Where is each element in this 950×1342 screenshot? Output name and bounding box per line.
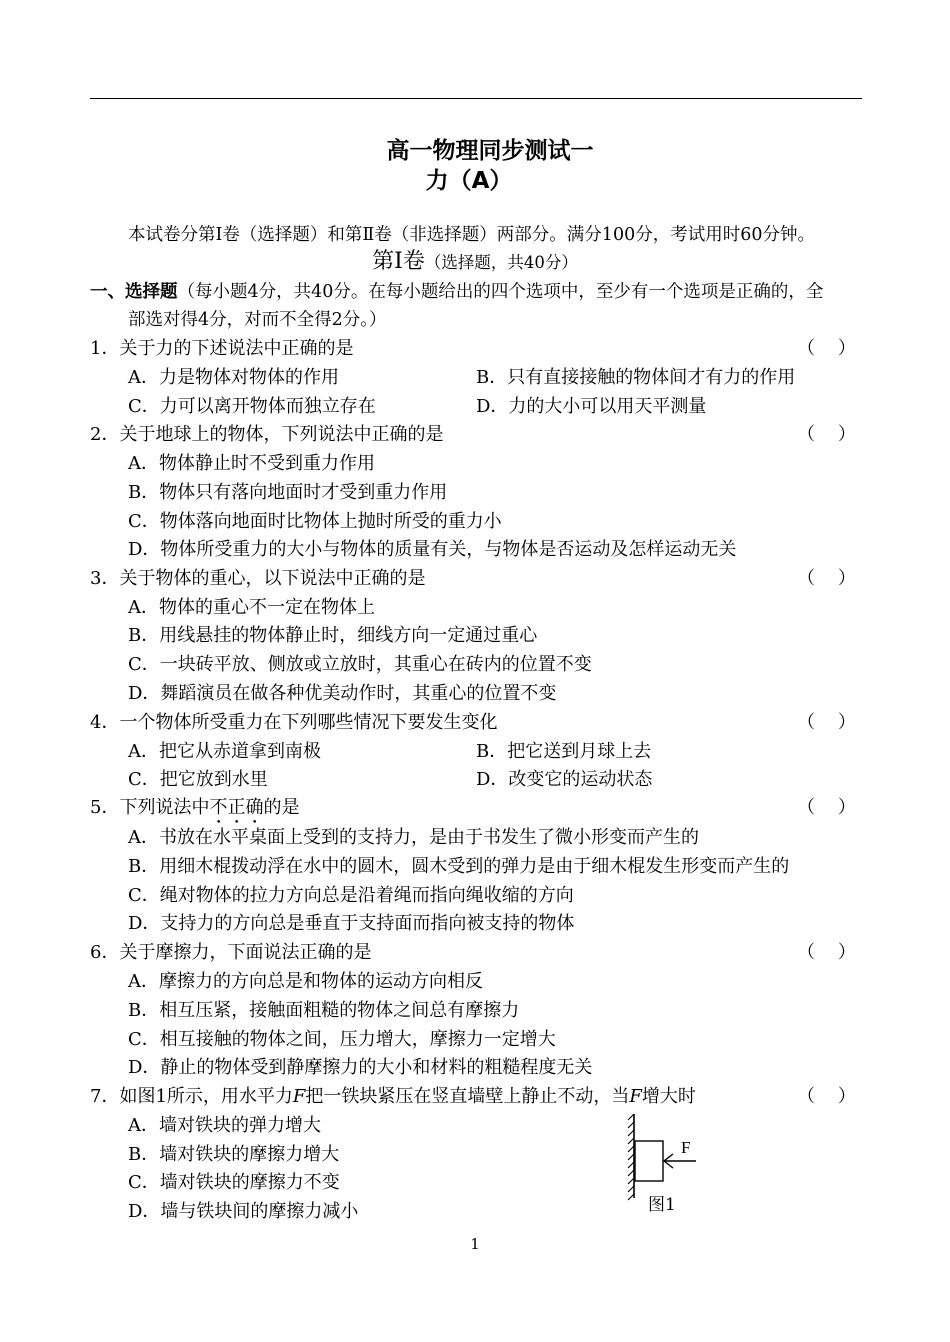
q2-option-b: B．物体只有落向地面时才受到重力作用 [128, 482, 448, 503]
q6-option-a: A．摩擦力的方向总是和物体的运动方向相反 [128, 971, 483, 992]
q3-option-a: A．物体的重心不一定在物体上 [128, 597, 375, 618]
q1-option-b: B．只有直接接触的物体间才有力的作用 [476, 367, 796, 388]
q4-option-b: B．把它送到月球上去 [476, 741, 652, 762]
answer-paren-2[interactable]: （ ） [797, 424, 856, 445]
question-4-stem: 4．一个物体所受重力在下列哪些情况下要发生变化 [90, 712, 498, 733]
q6-option-d: D．静止的物体受到静摩擦力的大小和材料的粗糙程度无关 [128, 1057, 593, 1078]
q5-option-b: B．用细木棍拨动浮在水中的圆木，圆木受到的弹力是由于细木棍发生形变而产生的 [128, 856, 790, 877]
iron-block [635, 1141, 663, 1181]
question-2-stem: 2．关于地球上的物体，下列说法中正确的是 [90, 424, 444, 445]
q7-var-f2: F [629, 1086, 642, 1107]
q5-stem-pre: 5．下列说法中 [90, 797, 210, 818]
q1-option-a: A．力是物体对物体的作用 [128, 367, 339, 388]
question-3-stem: 3．关于物体的重心，以下说法中正确的是 [90, 568, 426, 589]
q4-option-a: A．把它从赤道拿到南极 [128, 741, 321, 762]
q2-option-a: A．物体静止时不受到重力作用 [128, 453, 375, 474]
part-heading [0, 250, 950, 275]
q7-stem-a: 7．如图1所示，用水平力 [90, 1086, 293, 1107]
question-5-stem [90, 796, 299, 828]
q7-stem-b: 把一铁块紧压在竖直墙壁上静止不动，当 [305, 1086, 630, 1107]
part-heading-main: 第Ⅰ卷 [372, 249, 425, 274]
section-heading [90, 280, 823, 304]
answer-paren-3[interactable]: （ ） [797, 568, 856, 589]
answer-paren-5[interactable]: （ ） [797, 797, 856, 818]
header-rule [90, 98, 862, 99]
page-subtitle: 力（A） [425, 168, 513, 194]
intro-text: 本试卷分第Ⅰ卷（选择题）和第Ⅱ卷（非选择题）两部分。满分100分，考试用时60分钟。 [128, 225, 815, 245]
q7-option-a: A．墙对铁块的弹力增大 [128, 1115, 321, 1136]
figure-caption: 图1 [648, 1195, 676, 1215]
q4-option-c: C．把它放到水里 [128, 769, 268, 790]
q6-option-b: B．相互压紧，接触面粗糙的物体之间总有摩擦力 [128, 1000, 520, 1021]
q3-option-c: C．一块砖平放、侧放或立放时，其重心在砖内的位置不变 [128, 654, 592, 675]
answer-paren-4[interactable]: （ ） [797, 712, 856, 733]
q4-option-d: D．改变它的运动状态 [476, 769, 653, 790]
answer-paren-6[interactable]: （ ） [797, 942, 856, 963]
section-desc-line2: 部选对得4分，对而不全得2分。） [128, 310, 387, 330]
q2-option-d: D．物体所受重力的大小与物体的质量有关，与物体是否运动及怎样运动无关 [128, 539, 737, 560]
q7-stem-c: 增大时 [641, 1086, 696, 1107]
q3-option-d: D．舞蹈演员在做各种优美动作时，其重心的位置不变 [128, 683, 557, 704]
q2-option-c: C．物体落向地面时比物体上抛时所受的重力小 [128, 511, 502, 532]
q5-option-a: A．书放在水平桌面上受到的支持力，是由于书发生了微小形变而产生的 [128, 827, 699, 848]
q6-option-c: C．相互接触的物体之间，压力增大，摩擦力一定增大 [128, 1029, 556, 1050]
answer-paren-1[interactable]: （ ） [797, 338, 856, 359]
q1-option-c: C．力可以离开物体而独立存在 [128, 396, 376, 417]
q5-option-c: C．绳对物体的拉力方向总是沿着绳而指向绳收缩的方向 [128, 885, 574, 906]
q7-option-c: C．墙对铁块的摩擦力不变 [128, 1172, 340, 1193]
question-7-stem [90, 1085, 696, 1109]
q7-option-d: D．墙与铁块间的摩擦力减小 [128, 1201, 359, 1222]
q7-option-b: B．墙对铁块的摩擦力增大 [128, 1144, 340, 1165]
section-desc-line1: （每小题4分，共40分。在每小题给出的四个选项中，至少有一个选项是正确的，全 [177, 282, 824, 302]
q1-option-d: D．力的大小可以用天平测量 [476, 396, 707, 417]
q5-stem-post: 的是 [263, 797, 300, 818]
wall-hatching [628, 1114, 634, 1200]
q3-option-b: B．用线悬挂的物体静止时，细线方向一定通过重心 [128, 625, 538, 646]
page-title: 高一物理同步测试一 [386, 138, 594, 164]
answer-paren-7[interactable]: （ ） [797, 1086, 856, 1107]
q5-option-d: D．支持力的方向总是垂直于支持面而指向被支持的物体 [128, 913, 575, 934]
part-heading-note: （选择题，共40分） [424, 253, 578, 272]
question-1-stem: 1．关于力的下述说法中正确的是 [90, 338, 354, 359]
force-arrow [664, 1154, 696, 1168]
force-label: F [681, 1138, 691, 1157]
question-6-stem: 6．关于摩擦力，下面说法正确的是 [90, 942, 372, 963]
section-label: 一、选择题 [90, 282, 178, 302]
page-number: 1 [470, 1235, 480, 1253]
figure-1-wall-block [626, 1112, 706, 1204]
q7-var-f1: F [292, 1086, 306, 1107]
q5-stem-emphasis: 不正确 [209, 797, 264, 818]
